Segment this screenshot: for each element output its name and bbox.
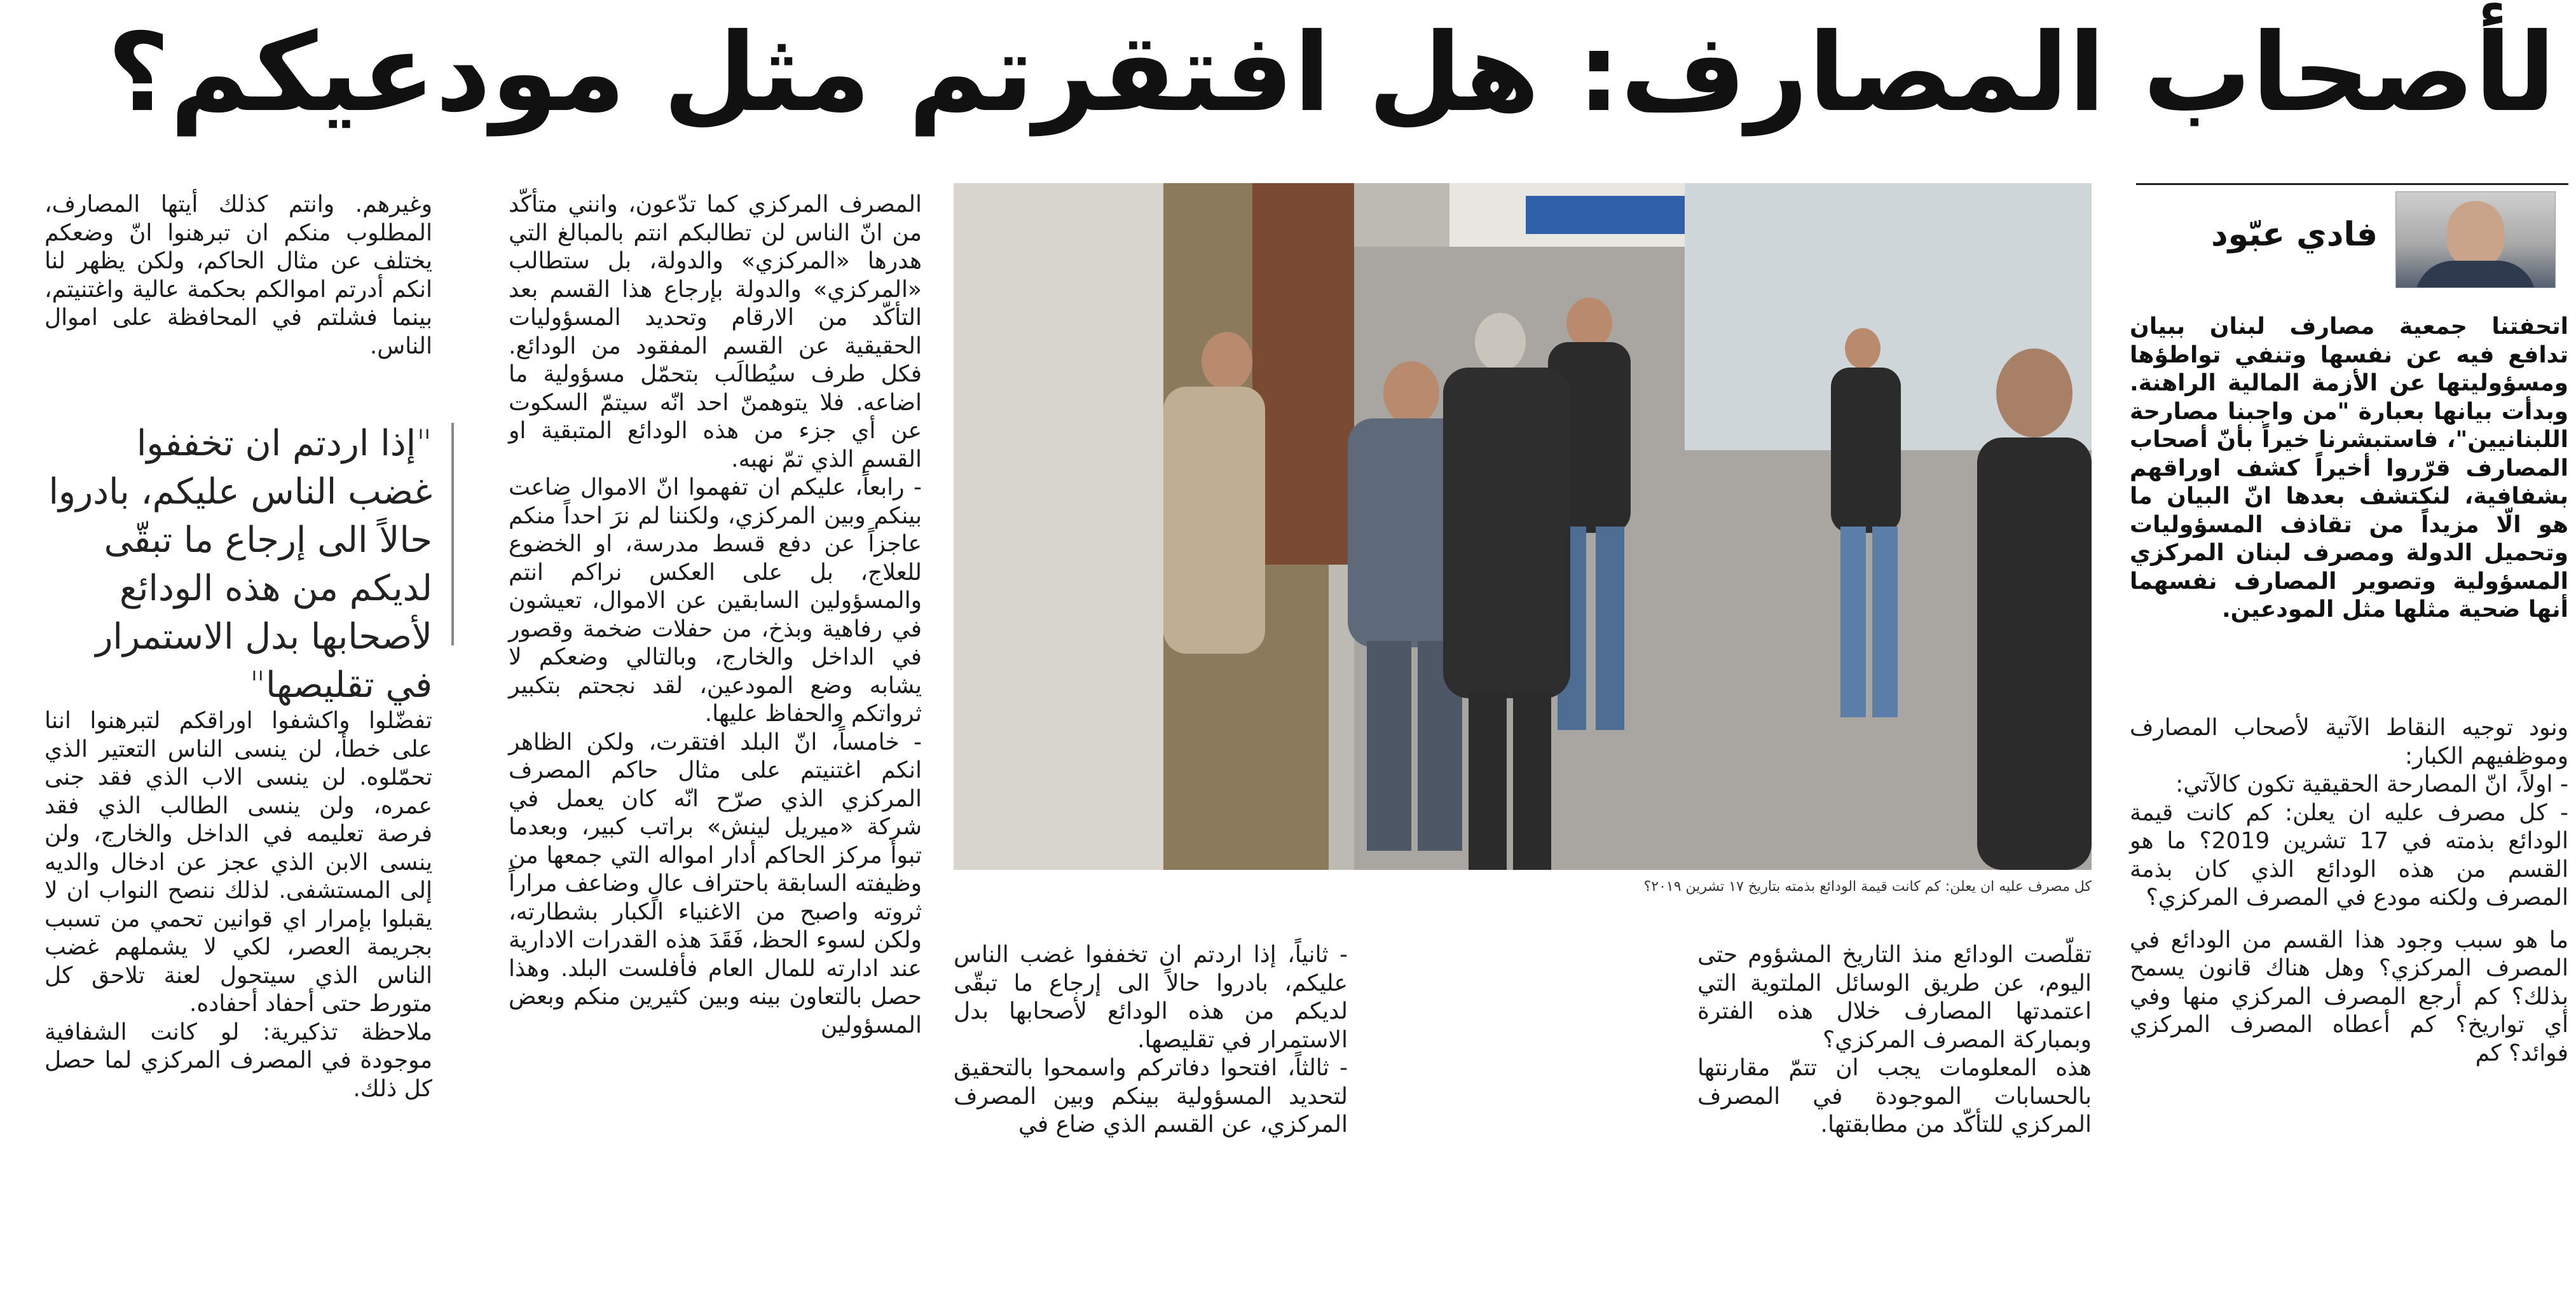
author-photo	[2395, 191, 2556, 288]
author-name: فادي عبّود	[2210, 216, 2378, 254]
column-1b	[2130, 714, 2568, 1068]
column-3	[954, 941, 1348, 1139]
paragraph: - خامساً، انّ البلد افتقرت، ولكن الظاهر انكم اغتنيتم على مثال حاكم المصرف المركزي الذي صرّح انّه كان يعمل في شركة «ميريل لينش» براتب كبير، وبعدما تبوأ مركز الحاكم أدار امواله التي جمعها من وظيفته السابقة باحتراف عالٍ وضاعف مراراً ثروته واصبح من الاغنياء الكبار بشطارته، ولكن لسوء الحظ، فَقَدَ هذه القدرات الادارية عند ادارته للمال العام فأفلست البلد. وهذا حصل بالتعاون بينه وبين كثيرين منكم وبعض المسؤولين	[509, 729, 922, 1038]
paragraph: تقلّصت الودائع منذ التاريخ المشؤوم حتى اليوم، عن طريق الوسائل الملتوية التي اعتمدتها المصارف خلال هذه الفترة وبمباركة المصرف المركزي؟	[1697, 942, 2092, 1053]
column-5	[45, 191, 432, 361]
column-2	[1697, 941, 2092, 1139]
paragraph: ملاحظة تذكيرية: لو كانت الشفافية موجودة في المصرف المركزي لما حصل كل ذلك.	[45, 1019, 432, 1102]
column-1	[2130, 313, 2568, 624]
paragraph: المصرف المركزي كما تدّعون، وانني متأكّد من انّ الناس لن تطالبكم انتم بالمبالغ التي هدرها «المركزي» والدولة، بل ستطالب «المركزي» والدولة بإرجاع هذا القسم بعد التأكّد من الارقام وتحديد المسؤوليات الحقيقية عن القسم المفقود من الودائع. فكل طرف سيُطالَب بتحمّل مسؤولية ما اضاعه. فلا يتوهمنّ احد انّه سيتمّ السكوت عن أي جزء من هذه الودائع المتبقية او القسم الذي تمّ نهبه.	[509, 191, 922, 472]
paragraph: - كل مصرف عليه ان يعلن: كم كانت قيمة الودائع بذمته في 17 تشرين 2019؟ ما هو القسم من هذه الودائع الذي كان بذمة المصرف ولكنه مودع في المصرف المركزي؟	[2130, 799, 2568, 911]
paragraph: - ثالثاً، افتحوا دفاتركم واسمحوا بالتحقيق لتحديد المسؤولية بينكم وبين المصرف المركزي، عن القسم الذي ضاع في	[954, 1055, 1348, 1138]
paragraph: ونود توجيه النقاط الآتية لأصحاب المصارف وموظفيهم الكبار:	[2130, 715, 2568, 769]
paragraph: ما هو سبب وجود هذا القسم من الودائع في المصرف المركزي؟ وهل هناك قانون يسمح بذلك؟ كم أرجع المصرف المركزي منها وفي أي تواريخ؟ كم أعطاه المصرف المركزي فوائد؟ كم	[2130, 926, 2568, 1066]
photo-caption: كل مصرف عليه ان يعلن: كم كانت قيمة الودائع بذمته بتاريخ ١٧ تشرين ٢٠١٩؟	[1643, 879, 2092, 895]
paragraph: - اولاً، انّ المصارحة الحقيقية تكون كالآتي:	[2175, 771, 2568, 797]
paragraph: - ثانياً، إذا اردتم ان تخففوا غضب الناس عليكم، بادروا حالاً الى إرجاع ما تبقّى لديكم من هذه الودائع لأصحابها بدل الاستمرار في تقليصها.	[954, 942, 1348, 1053]
news-photo	[954, 183, 2092, 870]
intro-paragraph: اتحفتنا جمعية مصارف لبنان ببيان تدافع فيه عن نفسها وتنفي تواطؤها ومسؤوليتها عن الأزمة المالية الراهنة. وبدأت بيانها بعبارة "من واجبنا مصارحة اللبنانيين"، فاستبشرنا خيراً بأنّ أصحاب المصارف قرّروا أخيراً كشف اوراقهم بشفافية، لنكتشف بعدها انّ البيان ما هو الّا مزيداً من تقاذف المسؤوليات وتحميل الدولة ومصرف لبنان المركزي المسؤولية وتصوير المصارف نفسهما أنها ضحية مثلها مثل المودعين.	[2130, 313, 2568, 623]
paragraph: تفضّلوا واكشفوا اوراقكم لتبرهنوا اننا على خطأ، لن ينسى الناس التعتير الذي تحمّلوه. لن ينسى الاب الذي فقد جنى عمره، ولن ينسى الطالب الذي فقد فرصة تعليمه في الداخل والخارج، ولن ينسى الابن الذي عجز عن ادخال والديه إلى المستشفى. لذلك ننصح النواب ان لا يقبلوا بإمرار اي قوانين تحمي من تسبب بجريمة العصر، لكي لا يشملهم غضب الناس الذي سيتحول لعنة تلاحق كل متورط حتى أحفاد أحفاده.	[45, 708, 432, 1017]
protest-scene-icon	[954, 183, 2092, 870]
column-4	[509, 191, 922, 1040]
column-5b	[45, 707, 432, 1103]
pull-quote-rule	[432, 423, 454, 645]
author-byline	[2136, 183, 2568, 287]
paragraph: هذه المعلومات يجب ان تتمّ مقارنتها بالحسابات الموجودة في المصرف المركزي للتأكّد من مطابقتها.	[1697, 1055, 2092, 1138]
paragraph: وغيرهم. وانتم كذلك أيتها المصارف، المطلوب منكم ان تبرهنوا انّ وضعكم يختلف عن مثال الحاكم، ولكن يظهر لنا انكم أدرتم اموالكم بحكمة عالية واغتنيتم، بينما فشلتم في المحافظة على اموال الناس.	[45, 191, 432, 359]
paragraph: - رابعاً، عليكم ان تفهموا انّ الاموال ضاعت بينكم وبين المركزي، ولكننا لم نرَ احداً منكم عاجزاً عن دفع قسط مدرسة، او الخضوع للعلاج، بل على العكس نراكم انتم والمسؤولين السابقين عن الاموال، تعيشون في رفاهية وبذخ، من حفلات ضخمة وقصور في الداخل والخارج، وبالتالي وضعكم لا يشابه وضع المودعين، لقد نجحتم بتكبير ثرواتكم والحفاظ عليها.	[509, 474, 922, 727]
headline: لأصحاب المصارف: هل افتقرتم مثل مودعيكم؟	[107, 10, 2556, 136]
pull-quote: "إذا اردتم ان تخففوا غضب الناس عليكم، بادروا حالاً الى إرجاع ما تبقّى لديكم من هذه الودائع لأصحابها بدل الاستمرار في تقليصها"	[48, 423, 432, 706]
